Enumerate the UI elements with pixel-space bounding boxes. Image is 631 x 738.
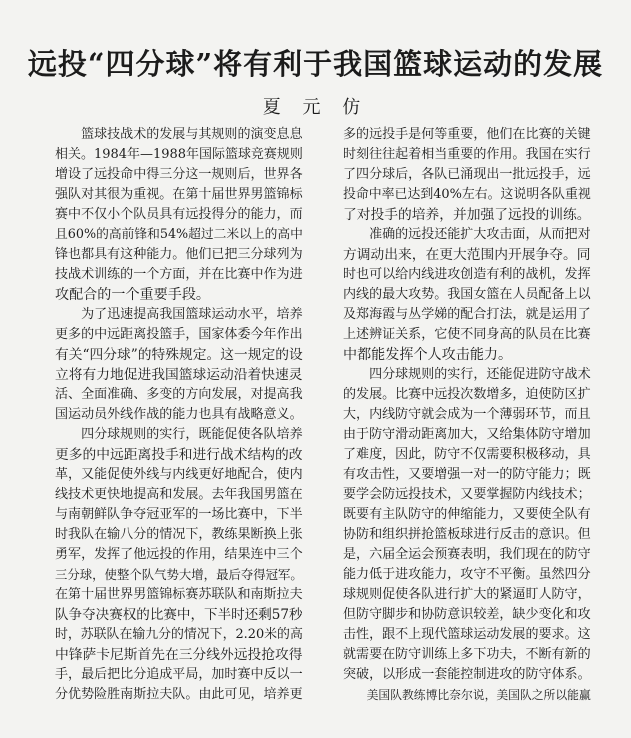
text-line: 中都能发挥个人攻击能力。: [343, 347, 513, 363]
text-line: 更多的中远距离投篮手，国家体委今年作出: [55, 327, 303, 342]
text-line: 线技术更快地提高和发展。去年我国男篮在: [55, 487, 303, 502]
text-line: 在第十届世界男篮锦标赛苏联队和南斯拉夫: [55, 587, 303, 602]
text-line: 由于防守滑动距离加大，又给集体防守增加: [343, 427, 591, 442]
text-line: 为了迅速提高我国篮球运动水平，培养: [55, 307, 303, 322]
text-line: 了对投手的培养，并加强了远投的训练。: [343, 207, 591, 223]
text-line: 时我队在输八分的情况下，教练果断换上张: [55, 527, 303, 542]
text-line: 立将有力地促进我国篮球运动沿着快速灵: [55, 367, 303, 383]
text-line: 攻配合的一个重要手段。: [55, 287, 211, 303]
text-line: 了四分球后，各队已涌现出一批远投手，远: [343, 167, 591, 182]
text-line: 但防守脚步和协防意识较差，缺少变化和攻: [343, 607, 591, 622]
text-line: 赛中不仅小个队员具有远投得分的能力，而: [55, 207, 303, 222]
text-line: 突破，以形成一套能控制进攻的防守体系。: [343, 667, 591, 682]
text-line: 是，六届全运会预赛表明，我们现在的防守: [343, 547, 591, 562]
text-line: 四分球规则的实行，还能促进防守战术: [343, 367, 591, 382]
text-line: 且60%的高前锋和54%超过二米以上的高中: [55, 227, 303, 242]
text-line: 强队对其很为重视。在第十届世界男篮锦标: [55, 187, 303, 202]
text-line: 就需要在防守训练上多下功夫，不断有新的: [343, 647, 591, 662]
text-line: 四分球规则的实行，既能促使各队培养: [55, 427, 303, 442]
text-line: 与南朝鲜队争夺冠亚军的一场比赛中，下半: [55, 507, 303, 522]
text-line: 大，内线防守就会成为一个薄弱环节，而且: [343, 407, 591, 422]
text-line: 及郑海霞与丛学娣的配合打法，就是运用了: [343, 307, 591, 322]
text-line: 篮球技战术的发展与其规则的演变息息: [55, 127, 303, 142]
text-line: 击性，跟不上现代篮球运动发展的要求。这: [343, 627, 591, 642]
text-line: 要学会防远投技术，又要掌握防内线技术；: [343, 487, 591, 502]
text-line: 中锋萨卡尼斯首先在三分线外远投抢攻得: [55, 647, 303, 663]
text-line: 队争夺决赛权的比赛中，下半时还剩57秒: [55, 607, 303, 623]
text-line: 内线的最大攻势。我国女篮在人员配备上以: [343, 287, 591, 302]
text-line: 分优势险胜南斯拉夫队。由此可见，培养更: [55, 687, 303, 702]
text-line: 更多的中远距离投手和进行战术结构的改: [55, 447, 303, 463]
text-line: 勇军，发挥了他远投的作用，结果连中三个: [55, 547, 303, 562]
text-line: 时刻往往起着相当重要的作用。我国在实行: [343, 147, 591, 162]
text-line: 投命中率已达到40%左右。这说明各队重视: [343, 187, 591, 202]
text-line: 相关。1984年—1988年国际篮球竞赛规则: [55, 147, 303, 162]
text-line: 球规则促使各队进行扩大的紧逼盯人防守，: [343, 587, 591, 602]
text-line: 锋也都具有这种能力。他们已把三分球列为: [55, 247, 303, 262]
text-line: 上述辨证关系，它使不同身高的队员在比赛: [343, 327, 591, 342]
text-line: 三分球，使整个队气势大增，最后夺得冠军。: [55, 567, 303, 582]
text-line: 活、全面准确、多变的方向发展，对提高我: [55, 387, 303, 402]
text-line: 准确的远投还能扩大攻击面，从而把对: [343, 227, 591, 242]
left-text-column: [55, 125, 303, 705]
right-text-column: [343, 125, 591, 705]
article-title: 远投“四分球”将有利于我国篮球运动的发展: [27, 47, 604, 81]
text-line: 能力低于进攻能力，攻守不平衡。虽然四分: [343, 567, 591, 582]
text-line: 美国队教练博比奈尔说，美国队之所以能赢: [343, 688, 591, 702]
text-line: 多的远投手是何等重要，他们在比赛的关键: [343, 127, 591, 142]
text-line: 时也可以给内线进攻创造有利的战机，发挥: [343, 267, 591, 282]
text-line: 技战术训练的一个方面，并在比赛中作为进: [55, 267, 303, 282]
text-line: 手，最后把比分追成平局，加时赛中反以一: [55, 667, 303, 682]
text-line: 有攻击性，又要增强一对一的防守能力；既: [343, 467, 591, 482]
text-line: 的发展。比赛中远投次数增多，迫使防区扩: [343, 387, 591, 402]
text-line: 既要有主队防守的伸缩能力，又要使全队有: [343, 507, 591, 522]
text-line: 革，又能促使外线与内线更好地配合，使内: [55, 467, 303, 482]
text-line: 增设了远投命中得三分这一规则后，世界各: [55, 167, 303, 182]
text-line: 有关“四分球”的特殊规定。这一规定的设: [55, 347, 303, 363]
text-line: 协防和组织拼抢篮板球进行反击的意识。但: [343, 527, 591, 542]
text-line: 了难度，因此，防守不仅需要积极移动，具: [343, 447, 591, 462]
text-line: 国运动员外线作战的能力也具有战略意义。: [55, 407, 303, 422]
article-author: 夏 元 仿: [262, 97, 369, 118]
text-line: 时，苏联队在输九分的情况下，2.20米的高: [55, 627, 303, 642]
text-line: 方调动出来，在更大范围内开展争夺。同: [343, 247, 591, 263]
